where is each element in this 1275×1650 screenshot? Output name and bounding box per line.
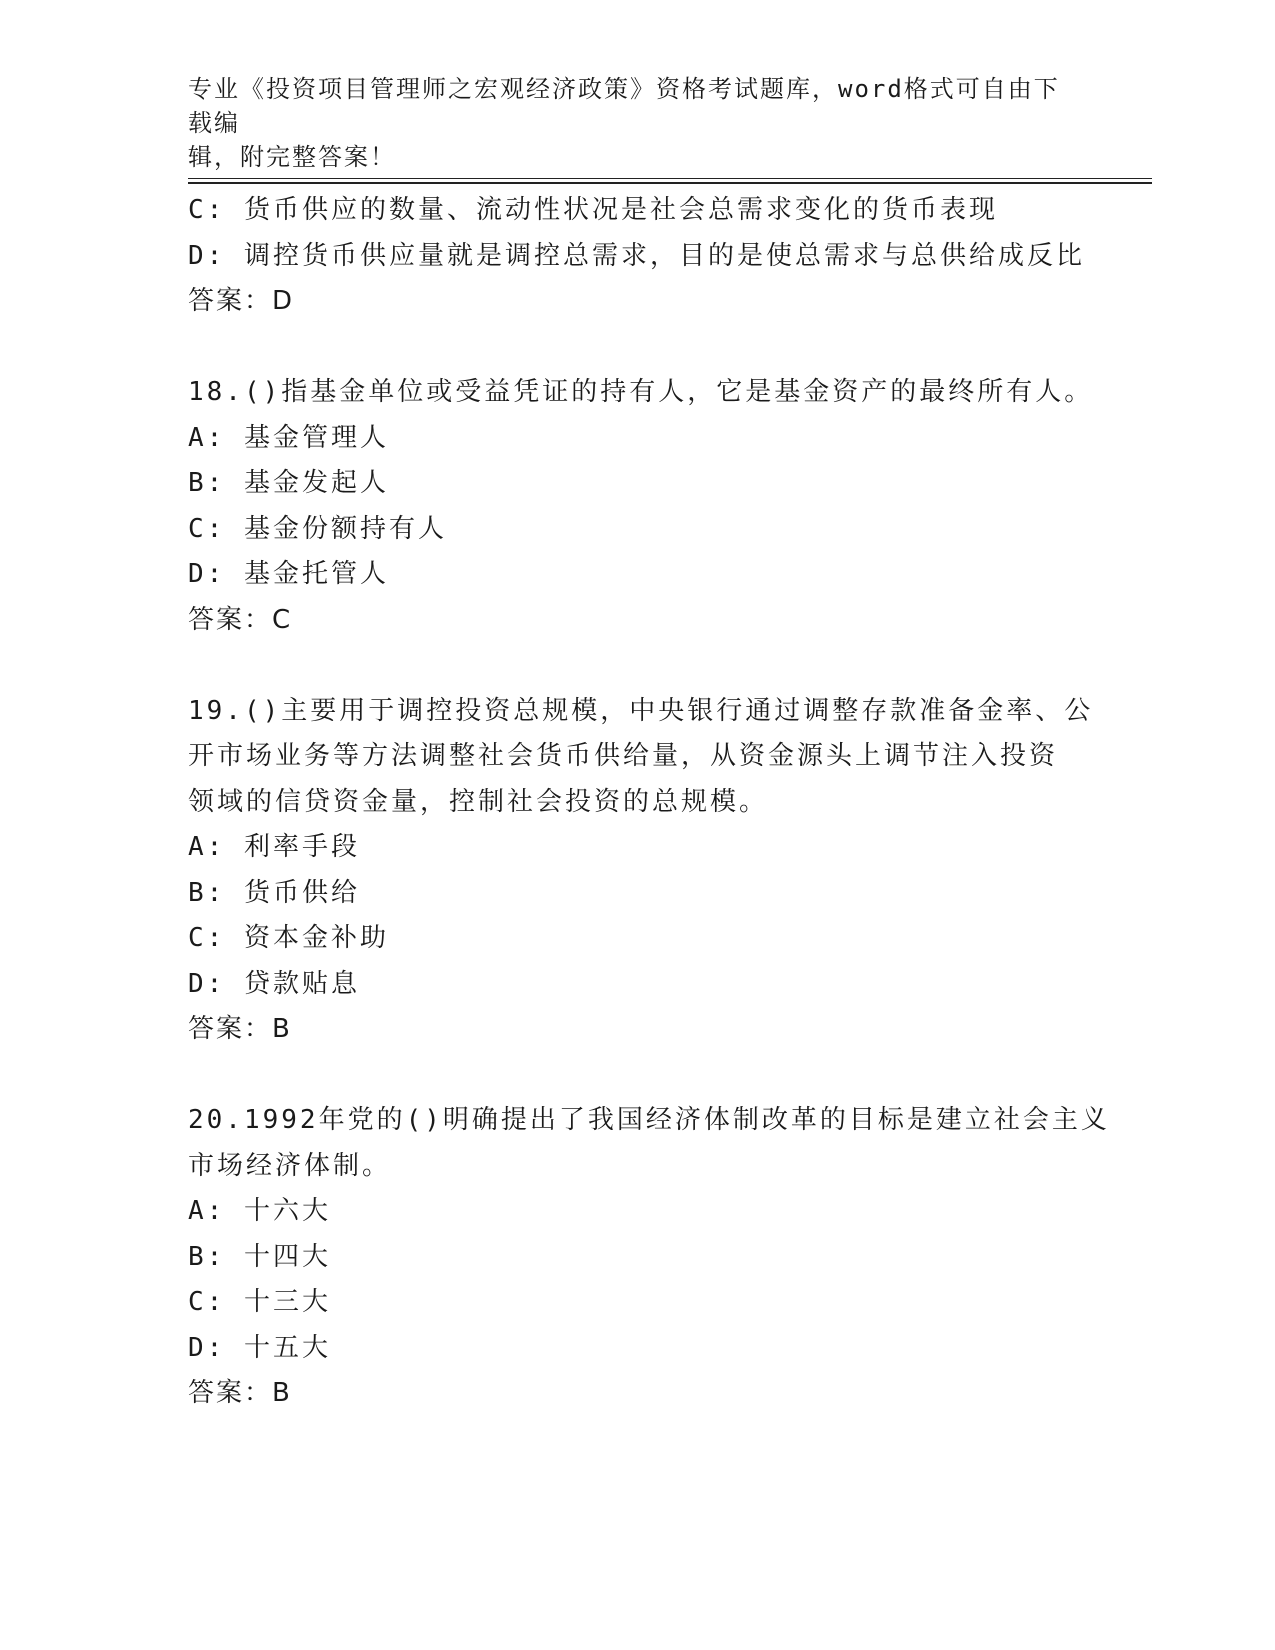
header-line-1: 专业《投资项目管理师之宏观经济政策》资格考试题库，word格式可自由下载编 [188,75,1060,137]
question-stem: 19.()主要用于调控投资总规模，中央银行通过调整存款准备金率、公 [188,695,1094,726]
spacer [188,1053,1088,1099]
option-a: A: 基金管理人 [188,422,389,453]
option-c: C: 资本金补助 [188,923,389,953]
header-line-2: 辑，附完整答案！ [188,143,396,171]
option-a: A: 利率手段 [188,832,360,862]
question-17-continued [188,188,1088,325]
question-18 [188,370,1094,643]
option-d: D: 调控货币供应量就是调控总需求，目的是使总需求与总供给成反比 [188,240,1085,271]
spacer [188,643,1088,689]
option-b: B: 货币供给 [188,877,360,908]
option-b: B: 基金发起人 [188,468,389,498]
option-d: D: 十五大 [188,1332,331,1363]
option-c: C: 十三大 [188,1287,331,1317]
option-c: C: 基金份额持有人 [188,513,447,544]
spacer [188,325,1088,371]
option-d: D: 贷款贴息 [188,968,360,999]
question-stem: 领域的信贷资金量，控制社会投资的总规模。 [188,786,769,817]
answer-line: 答案：C [188,604,293,635]
question-stem: 市场经济体制。 [188,1150,392,1181]
answer-line: 答案：B [188,1378,292,1408]
question-stem: 18.()指基金单位或受益凭证的持有人，它是基金资产的最终所有人。 [188,377,1094,407]
header-divider-thick [188,182,1152,184]
question-stem: 开市场业务等方法调整社会货币供给量，从资金源头上调节注入投资 [188,741,1059,771]
header-divider-thin [188,178,1152,179]
question-content [188,188,1110,1417]
option-a: A: 十六大 [188,1196,331,1226]
option-c: C: 货币供应的数量、流动性状况是社会总需求变化的货币表现 [188,195,998,225]
question-20 [188,1098,1110,1417]
option-d: D: 基金托管人 [188,559,389,589]
question-stem: 20.1992年党的()明确提出了我国经济体制改革的目标是建立社会主义 [188,1105,1110,1135]
answer-line: 答案：B [188,1014,292,1044]
option-b: B: 十四大 [188,1241,331,1272]
document-header [188,72,1068,174]
question-19 [188,689,1094,1053]
answer-line: 答案：D [188,286,295,316]
